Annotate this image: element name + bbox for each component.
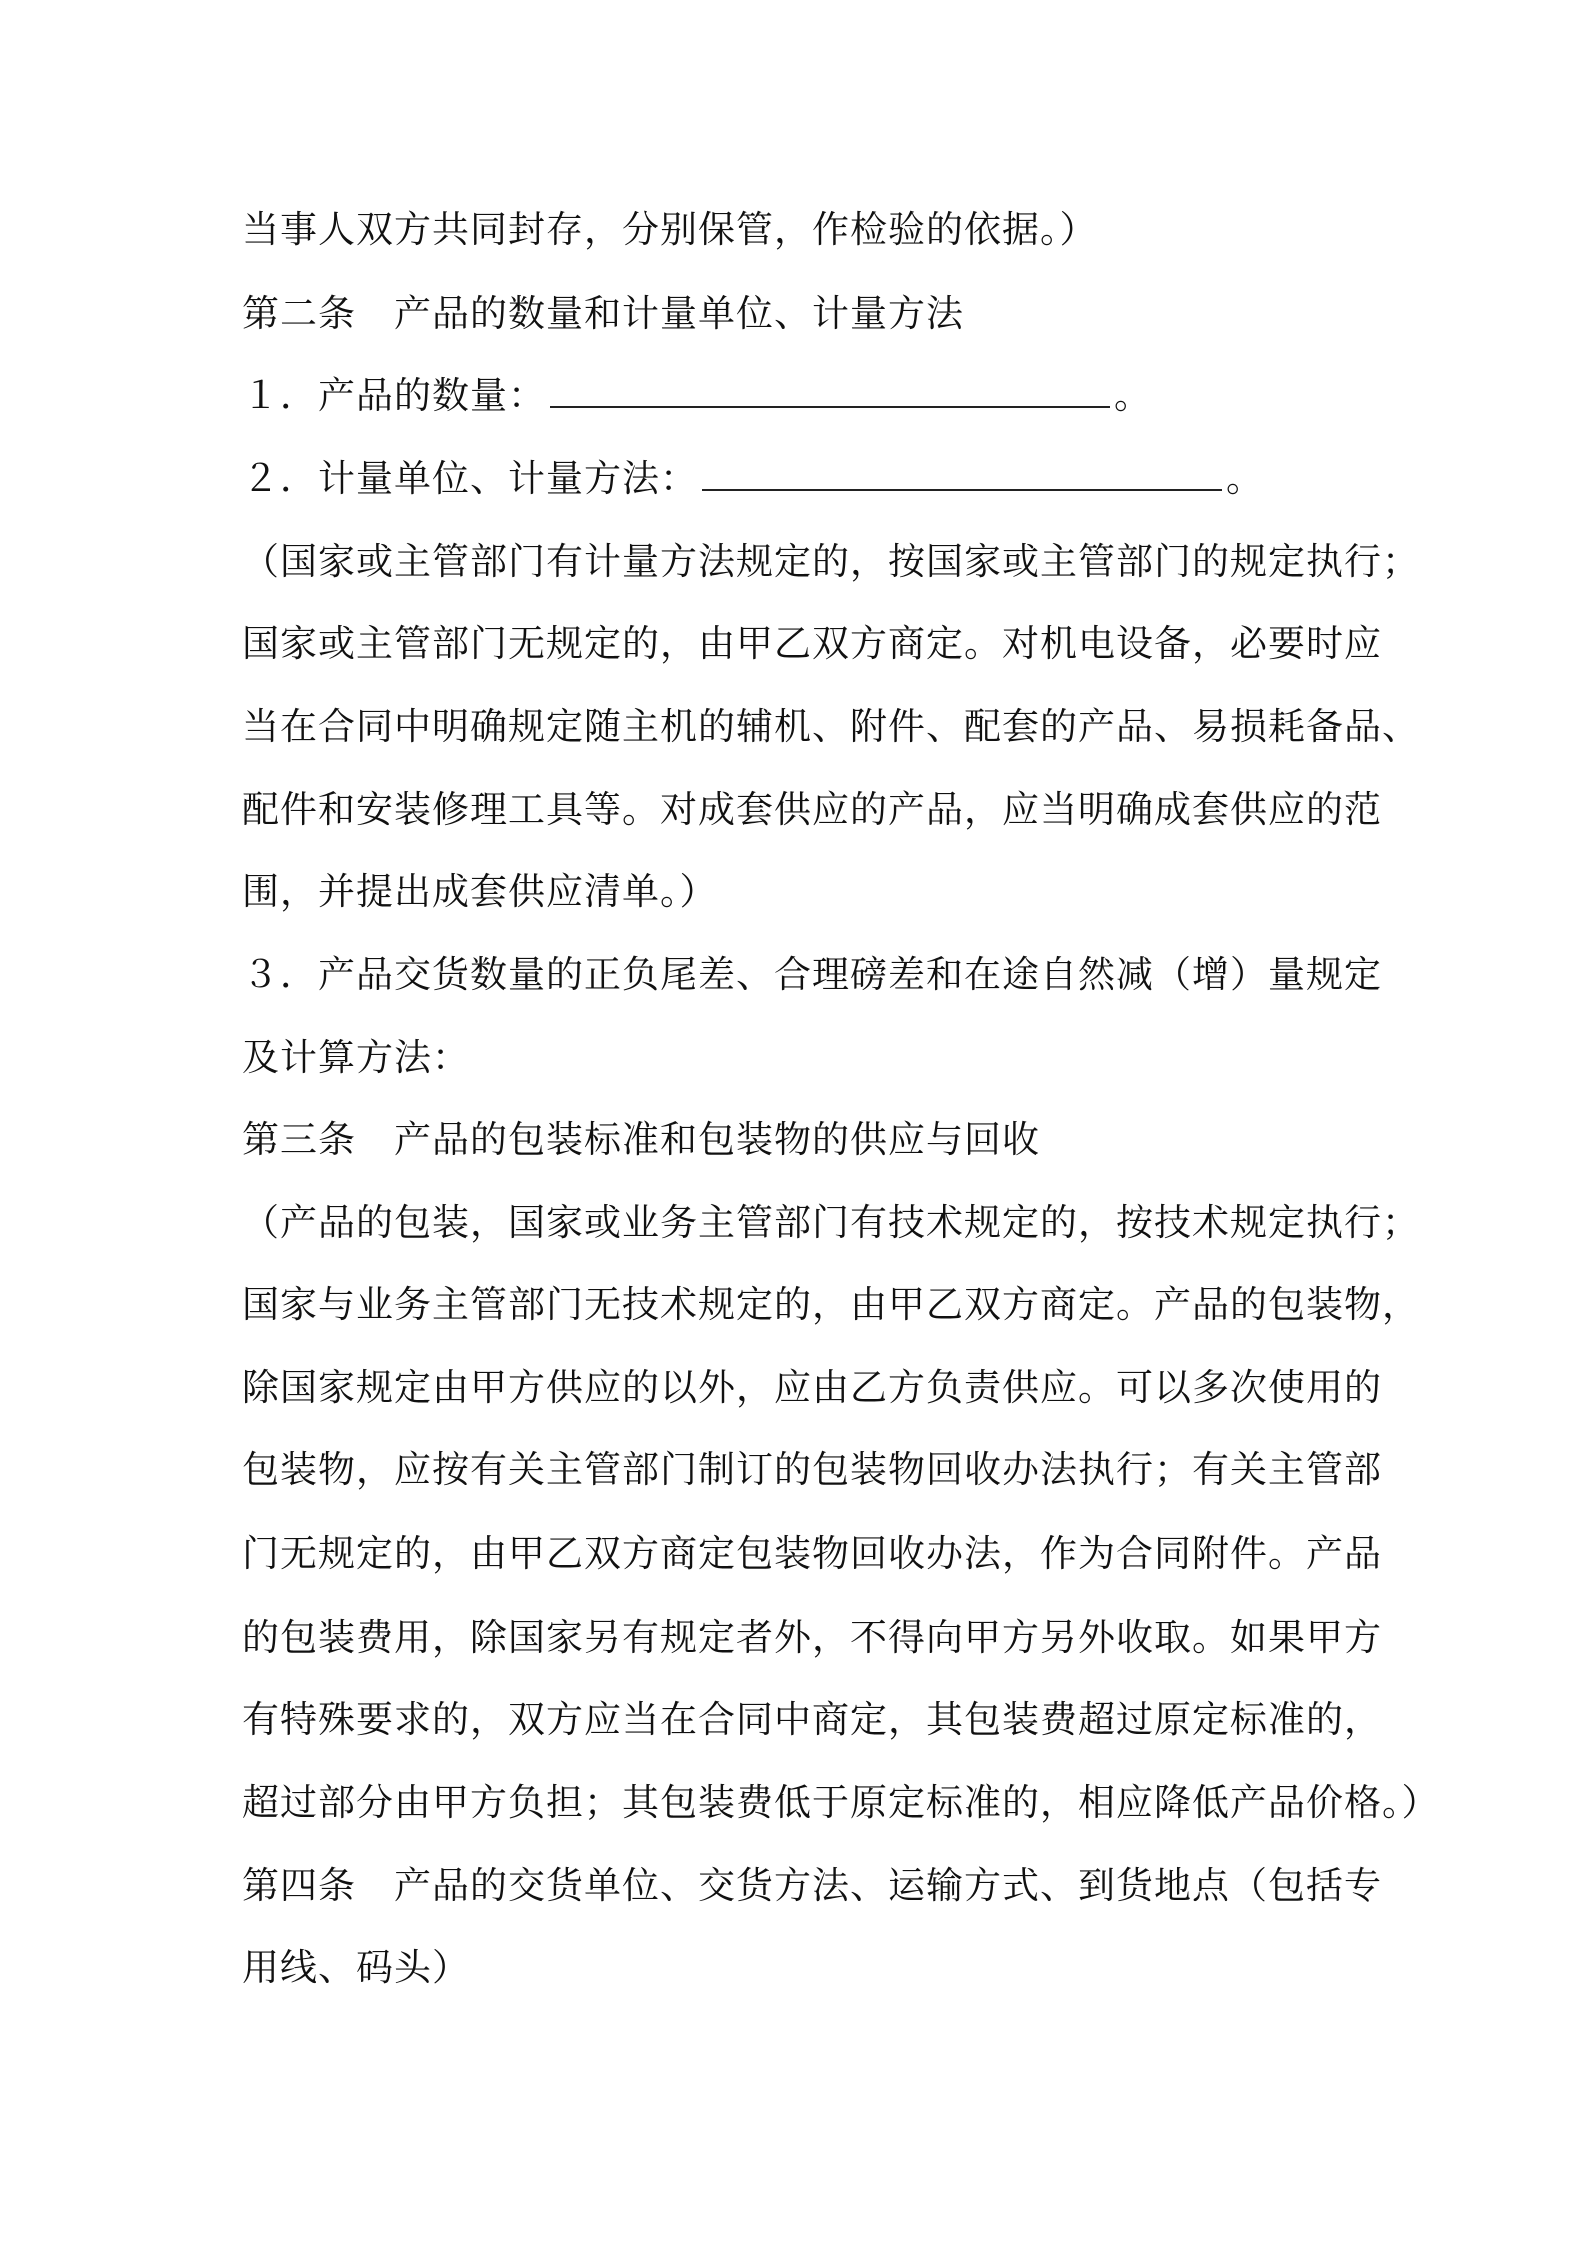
text-line: 当事人双方共同封存，分别保管，作检验的依据。）	[242, 208, 1098, 251]
text-line: 用线、码头）	[242, 1946, 470, 1989]
unit-method-label: ２．计量单位、计量方法：	[242, 457, 698, 500]
unit-method-end-mark: 。	[1226, 457, 1264, 500]
text-line: 除国家规定由甲方供应的以外，应由乙方负责供应。可以多次使用的	[242, 1366, 1382, 1409]
unit-method-line	[242, 455, 1264, 503]
text-line: 国家或主管部门无规定的，由甲乙双方商定。对机电设备，必要时应	[242, 622, 1382, 665]
article-3-heading: 第三条 产品的包装标准和包装物的供应与回收	[242, 1118, 1040, 1161]
quantity-end-mark: 。	[1114, 374, 1152, 417]
text-line: （国家或主管部门有计量方法规定的，按国家或主管部门的规定执行；	[242, 540, 1420, 583]
text-line: 包装物，应按有关主管部门制订的包装物回收办法执行；有关主管部	[242, 1448, 1382, 1491]
quantity-line	[242, 372, 1152, 420]
unit-method-blank[interactable]	[702, 455, 1222, 491]
text-line: 及计算方法：	[242, 1036, 470, 1079]
text-line: 超过部分由甲方负担；其包装费低于原定标准的，相应降低产品价格。）	[242, 1781, 1440, 1824]
text-line: 的包装费用，除国家另有规定者外，不得向甲方另外收取。如果甲方	[242, 1616, 1382, 1659]
article-2-heading: 第二条 产品的数量和计量单位、计量方法	[242, 292, 964, 335]
text-line: 配件和安装修理工具等。对成套供应的产品，应当明确成套供应的范	[242, 788, 1382, 831]
text-line: 国家与业务主管部门无技术规定的，由甲乙双方商定。产品的包装物，	[242, 1283, 1420, 1326]
text-line: （产品的包装，国家或业务主管部门有技术规定的，按技术规定执行；	[242, 1201, 1420, 1244]
quantity-label: １．产品的数量：	[242, 374, 546, 417]
text-line: 当在合同中明确规定随主机的辅机、附件、配套的产品、易损耗备品、	[242, 705, 1420, 748]
quantity-blank[interactable]	[550, 372, 1110, 408]
text-line: ３．产品交货数量的正负尾差、合理磅差和在途自然减（增）量规定	[242, 953, 1382, 996]
text-line: 门无规定的，由甲乙双方商定包装物回收办法，作为合同附件。产品	[242, 1532, 1382, 1575]
article-4-heading: 第四条 产品的交货单位、交货方法、运输方式、到货地点（包括专	[242, 1864, 1382, 1907]
text-line: 有特殊要求的，双方应当在合同中商定，其包装费超过原定标准的，	[242, 1698, 1382, 1741]
text-line: 围，并提出成套供应清单。）	[242, 870, 718, 913]
